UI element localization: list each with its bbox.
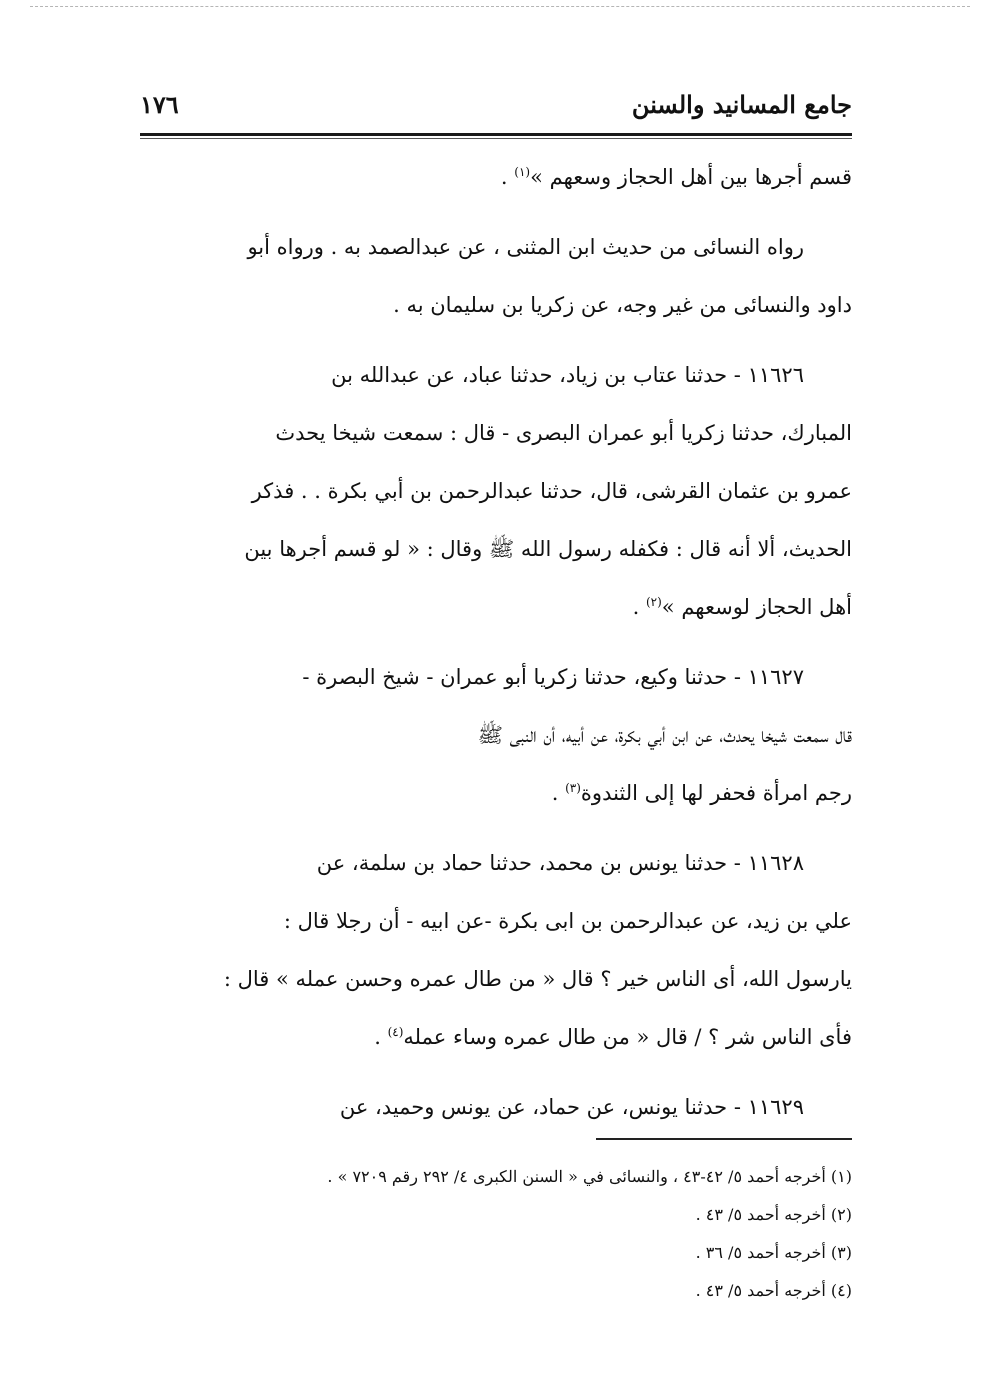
- paragraph-gap: [140, 206, 852, 218]
- text-line: الحديث، ألا أنه قال : فكفله رسول الله ﷺ وقال : « لو قسم أجرها بين: [244, 537, 852, 561]
- text-line: علي بن زيد، عن عبدالرحمن بن ابى بكرة -عن ابيه - أن رجلا قال :: [283, 909, 852, 933]
- header-rule-thin: [140, 138, 852, 139]
- text-line: [140, 764, 852, 822]
- footnote-separator: [596, 1138, 852, 1140]
- text-line: ١١٦٢٨ - حدثنا يونس بن محمد، حدثنا حماد بن سلمة، عن: [316, 851, 804, 875]
- paragraph-gap: [140, 1066, 852, 1078]
- text-line: قال سمعت شيخا يحدث، عن ابن أبي بكرة، عن أبيه، أن النبى ﷺ: [477, 723, 852, 747]
- scan-edge-line: [30, 6, 970, 7]
- text-line: [140, 148, 852, 206]
- footnote-ref: (٤): [387, 1025, 404, 1039]
- footnote-ref: (١): [514, 165, 531, 179]
- text-fragment: أهل الحجاز لوسعهم »: [661, 595, 852, 619]
- text-line: المبارك، حدثنا زكريا أبو عمران البصرى - قال : سمعت شيخا يحدث: [275, 421, 852, 445]
- text-line: [140, 578, 852, 636]
- text-line: ١١٦٢٦ - حدثنا عتاب بن زياد، حدثنا عباد، عن عبدالله بن: [331, 363, 804, 387]
- running-title: جامع المسانيد والسنن: [631, 90, 852, 119]
- footnote: (٤) أخرجه أحمد ٥/ ٤٣ .: [695, 1281, 852, 1300]
- text-fragment: .: [632, 595, 646, 619]
- main-text: [140, 148, 852, 1136]
- text-fragment: فأى الناس شر ؟ / قال « من طال عمره وساء عمله: [403, 1025, 852, 1049]
- footnote-ref: (٢): [645, 595, 662, 609]
- footnote-ref: (٣): [565, 781, 581, 795]
- page-number: ١٧٦: [140, 90, 179, 119]
- text-line: عمرو بن عثمان القرشى، قال، حدثنا عبدالرحمن بن أبي بكرة . . فذكر: [251, 479, 852, 503]
- text-fragment: .: [551, 781, 566, 805]
- text-fragment: .: [374, 1025, 388, 1049]
- text-line: ١١٦٢٩ - حدثنا يونس، عن حماد، عن يونس وحميد، عن: [339, 1095, 804, 1119]
- header-rule: [140, 133, 852, 136]
- text-line: رواه النسائى من حديث ابن المثنى ، عن عبدالصمد به . ورواه أبو: [247, 235, 804, 259]
- footnotes: [140, 1158, 852, 1310]
- text-line: ١١٦٢٧ - حدثنا وكيع، حدثنا زكريا أبو عمران - شيخ البصرة -: [302, 665, 804, 689]
- footnote: (٣) أخرجه أحمد ٥/ ٣٦ .: [695, 1243, 852, 1262]
- text-fragment: قسم أجرها بين أهل الحجاز وسعهم »: [530, 165, 852, 189]
- paragraph-gap: [140, 334, 852, 346]
- text-fragment: .: [500, 165, 515, 189]
- paragraph-gap: [140, 636, 852, 648]
- text-fragment: رجم امرأة فحفر لها إلى الثندوة: [580, 781, 852, 805]
- text-line: [140, 1008, 852, 1066]
- page-header: [140, 86, 852, 126]
- footnote: (١) أخرجه أحمد ٥/ ٤٢-٤٣ ، والنسائى في « السنن الكبرى ٤/ ٢٩٢ رقم ٧٢٠٩ » .: [327, 1167, 852, 1186]
- paragraph-gap: [140, 822, 852, 834]
- footnote: (٢) أخرجه أحمد ٥/ ٤٣ .: [695, 1205, 852, 1224]
- text-line: داود والنسائى من غير وجه، عن زكريا بن سليمان به .: [393, 293, 852, 317]
- text-line: يارسول الله، أى الناس خير ؟ قال « من طال عمره وحسن عمله » قال :: [223, 967, 852, 991]
